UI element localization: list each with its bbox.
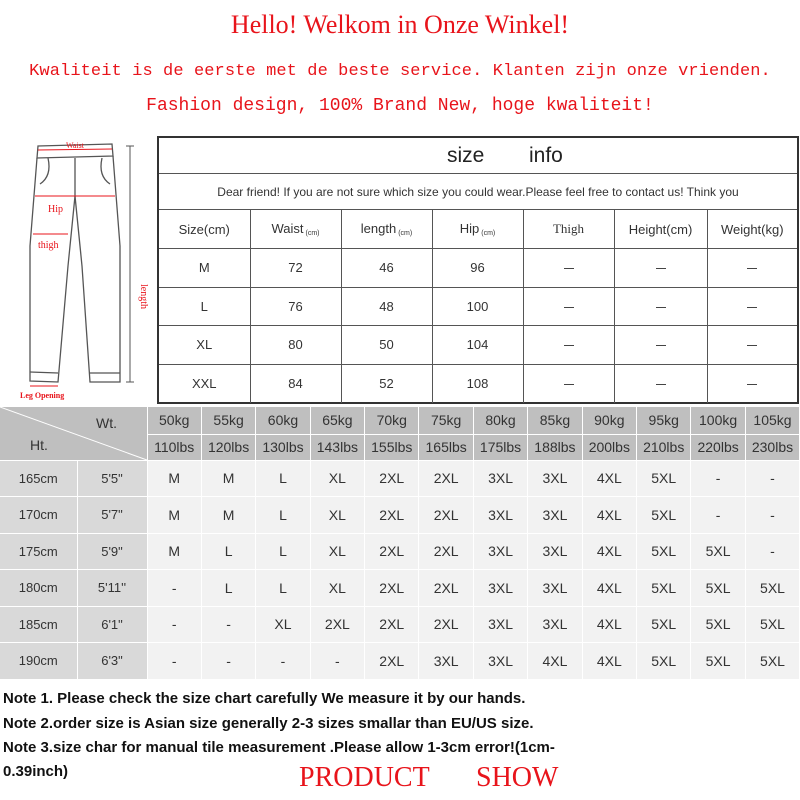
recommended-size: L (201, 570, 255, 607)
size-row (159, 326, 797, 365)
recommended-size: 4XL (582, 643, 636, 680)
note-3-continued: 0.39inch) (3, 763, 69, 780)
cell-length: 50 (341, 326, 432, 365)
cell-waist: 80 (250, 326, 341, 365)
col-header-waist: Waist (cm) (250, 210, 341, 249)
cell-weight-empty (707, 326, 797, 365)
recommended-size: 2XL (365, 497, 419, 534)
recommended-size: M (147, 460, 201, 497)
pants-measurement-diagram (0, 136, 156, 402)
product-show-word-show: SHOW (476, 762, 559, 793)
diagram-waist-label: Waist (65, 141, 85, 150)
recommended-size: M (147, 533, 201, 570)
recommended-size: 3XL (473, 460, 527, 497)
recommended-size: - (201, 606, 255, 643)
chart-corner (0, 407, 147, 460)
kg-header: 100kg (691, 407, 745, 434)
recommended-size: 4XL (582, 533, 636, 570)
recommended-size: 5XL (637, 497, 691, 534)
cell-hip: 96 (432, 249, 523, 288)
height-axis-label: Ht. (30, 437, 48, 453)
lbs-header: 120lbs (201, 434, 255, 460)
height-ft: 5'7" (77, 497, 147, 534)
kg-header: 80kg (473, 407, 527, 434)
recommended-size: 2XL (419, 606, 473, 643)
recommended-size: 4XL (582, 460, 636, 497)
cell-height-empty (614, 364, 707, 403)
size-title-word-info: info (529, 144, 563, 167)
recommended-size: 2XL (365, 533, 419, 570)
height-cm: 170cm (0, 497, 77, 534)
recommended-size: 5XL (637, 570, 691, 607)
diagram-hip-label: Hip (48, 204, 63, 215)
note-3: Note 3.size char for manual tile measurement .Please allow 1-3cm error!(1cm- (3, 739, 555, 756)
lbs-header: 175lbs (473, 434, 527, 460)
cell-weight-empty (707, 364, 797, 403)
note-1: Note 1. Please check the size chart carefully We measure it by our hands. (3, 690, 526, 707)
recommended-size: M (201, 460, 255, 497)
recommended-size: - (147, 570, 201, 607)
height-cm: 185cm (0, 606, 77, 643)
size-row (159, 364, 797, 403)
welcome-line-2: Fashion design, 100% Brand New, hoge kwaliteit! (146, 96, 654, 116)
weight-height-size-chart (0, 407, 800, 680)
recommended-size: L (256, 570, 310, 607)
recommended-size: 3XL (528, 533, 582, 570)
height-row (0, 643, 800, 680)
recommended-size: 3XL (419, 643, 473, 680)
size-info-table (157, 136, 799, 404)
cell-hip: 104 (432, 326, 523, 365)
product-show-word-product: PRODUCT (299, 762, 430, 793)
height-cm: 175cm (0, 533, 77, 570)
kg-header: 85kg (528, 407, 582, 434)
recommended-size: XL (310, 570, 364, 607)
cell-length: 52 (341, 364, 432, 403)
kg-header: 55kg (201, 407, 255, 434)
recommended-size: 4XL (582, 497, 636, 534)
recommended-size: 5XL (745, 570, 799, 607)
recommended-size: 2XL (419, 533, 473, 570)
col-header-thigh: Thigh (523, 210, 614, 249)
recommended-size: - (745, 533, 799, 570)
height-ft: 6'1" (77, 606, 147, 643)
recommended-size: - (691, 460, 745, 497)
col-header-length: length (cm) (341, 210, 432, 249)
recommended-size: 3XL (473, 497, 527, 534)
recommended-size: L (201, 533, 255, 570)
cell-height-empty (614, 326, 707, 365)
recommended-size: - (201, 643, 255, 680)
welcome-title: Hello! Welkom in Onze Winkel! (230, 10, 570, 39)
recommended-size: 3XL (473, 606, 527, 643)
col-header-height: Height(cm) (614, 210, 707, 249)
recommended-size: 2XL (419, 497, 473, 534)
recommended-size: - (691, 497, 745, 534)
lbs-header: 188lbs (528, 434, 582, 460)
recommended-size: - (745, 460, 799, 497)
recommended-size: - (310, 643, 364, 680)
lbs-header: 165lbs (419, 434, 473, 460)
recommended-size: 5XL (691, 643, 745, 680)
recommended-size: M (201, 497, 255, 534)
cell-length: 46 (341, 249, 432, 288)
kg-header: 105kg (745, 407, 799, 434)
height-row (0, 606, 800, 643)
height-cm: 180cm (0, 570, 77, 607)
kg-header: 90kg (582, 407, 636, 434)
cell-size: XXL (159, 364, 250, 403)
cell-size: L (159, 287, 250, 326)
cell-weight-empty (707, 249, 797, 288)
note-2: Note 2.order size is Asian size generally 2-3 sizes smallar than EU/US size. (3, 715, 534, 732)
kg-header: 50kg (147, 407, 201, 434)
recommended-size: 2XL (419, 570, 473, 607)
recommended-size: 5XL (691, 533, 745, 570)
recommended-size: 3XL (473, 533, 527, 570)
diagram-thigh-label: thigh (38, 240, 59, 251)
cell-size: M (159, 249, 250, 288)
height-row (0, 570, 800, 607)
size-info-title (159, 138, 797, 174)
diagram-leg-opening-label: Leg Opening (20, 391, 65, 400)
lbs-header: 143lbs (310, 434, 364, 460)
size-grid (159, 210, 797, 403)
cell-thigh-empty (523, 249, 614, 288)
size-advice-note: Dear friend! If you are not sure which size you could wear.Please feel free to contact us! Think you (159, 174, 797, 210)
cell-length: 48 (341, 287, 432, 326)
recommended-size: 3XL (528, 460, 582, 497)
recommended-size: XL (310, 533, 364, 570)
cell-weight-empty (707, 287, 797, 326)
recommended-size: 2XL (365, 570, 419, 607)
height-row (0, 497, 800, 534)
cell-height-empty (614, 249, 707, 288)
lbs-header: 155lbs (365, 434, 419, 460)
recommended-size: XL (310, 497, 364, 534)
recommended-size: XL (256, 606, 310, 643)
size-row (159, 249, 797, 288)
recommended-size: 5XL (637, 460, 691, 497)
recommended-size: L (256, 460, 310, 497)
recommended-size: - (745, 497, 799, 534)
weight-axis-label: Wt. (96, 415, 117, 431)
height-ft: 5'11'' (77, 570, 147, 607)
kg-header: 95kg (637, 407, 691, 434)
diagram-length-label: length (138, 284, 149, 309)
kg-header: 60kg (256, 407, 310, 434)
recommended-size: 5XL (745, 606, 799, 643)
height-ft: 5'9" (77, 533, 147, 570)
recommended-size: 2XL (365, 460, 419, 497)
recommended-size: 4XL (582, 606, 636, 643)
recommended-size: L (256, 497, 310, 534)
kg-header-row (0, 407, 800, 434)
kg-header: 70kg (365, 407, 419, 434)
recommended-size: - (147, 643, 201, 680)
cell-size: XL (159, 326, 250, 365)
recommended-size: 5XL (745, 643, 799, 680)
height-cm: 165cm (0, 460, 77, 497)
cell-hip: 100 (432, 287, 523, 326)
recommended-size: 2XL (419, 460, 473, 497)
lbs-header: 220lbs (691, 434, 745, 460)
welcome-line-1: Kwaliteit is de eerste met de beste service. Klanten zijn onze vrienden. (29, 62, 771, 81)
recommended-size: 2XL (365, 643, 419, 680)
height-ft: 5'5" (77, 460, 147, 497)
cell-height-empty (614, 287, 707, 326)
recommended-size: - (256, 643, 310, 680)
cell-waist: 76 (250, 287, 341, 326)
cell-waist: 72 (250, 249, 341, 288)
recommended-size: 3XL (473, 570, 527, 607)
height-row (0, 533, 800, 570)
cell-thigh-empty (523, 326, 614, 365)
lbs-header: 130lbs (256, 434, 310, 460)
col-header-hip: Hip (cm) (432, 210, 523, 249)
lbs-header: 230lbs (745, 434, 799, 460)
recommended-size: 3XL (473, 643, 527, 680)
height-cm: 190cm (0, 643, 77, 680)
recommended-size: - (147, 606, 201, 643)
recommended-size: 5XL (637, 643, 691, 680)
recommended-size: 2XL (310, 606, 364, 643)
cell-thigh-empty (523, 287, 614, 326)
col-header-weight: Weight(kg) (707, 210, 797, 249)
recommended-size: 5XL (691, 606, 745, 643)
recommended-size: 3XL (528, 497, 582, 534)
height-row (0, 460, 800, 497)
recommended-size: 5XL (637, 533, 691, 570)
recommended-size: 5XL (637, 606, 691, 643)
cell-thigh-empty (523, 364, 614, 403)
recommended-size: 4XL (582, 570, 636, 607)
recommended-size: M (147, 497, 201, 534)
recommended-size: 4XL (528, 643, 582, 680)
kg-header: 65kg (310, 407, 364, 434)
recommended-size: 3XL (528, 570, 582, 607)
size-title-word-size: size (447, 144, 485, 167)
lbs-header: 200lbs (582, 434, 636, 460)
lbs-header: 110lbs (147, 434, 201, 460)
cell-waist: 84 (250, 364, 341, 403)
recommended-size: 5XL (691, 570, 745, 607)
height-ft: 6'3" (77, 643, 147, 680)
kg-header: 75kg (419, 407, 473, 434)
recommended-size: L (256, 533, 310, 570)
size-row (159, 287, 797, 326)
recommended-size: XL (310, 460, 364, 497)
cell-hip: 108 (432, 364, 523, 403)
size-header-row (159, 210, 797, 249)
recommended-size: 3XL (528, 606, 582, 643)
col-header-size: Size(cm) (159, 210, 250, 249)
recommended-size: 2XL (365, 606, 419, 643)
lbs-header: 210lbs (637, 434, 691, 460)
